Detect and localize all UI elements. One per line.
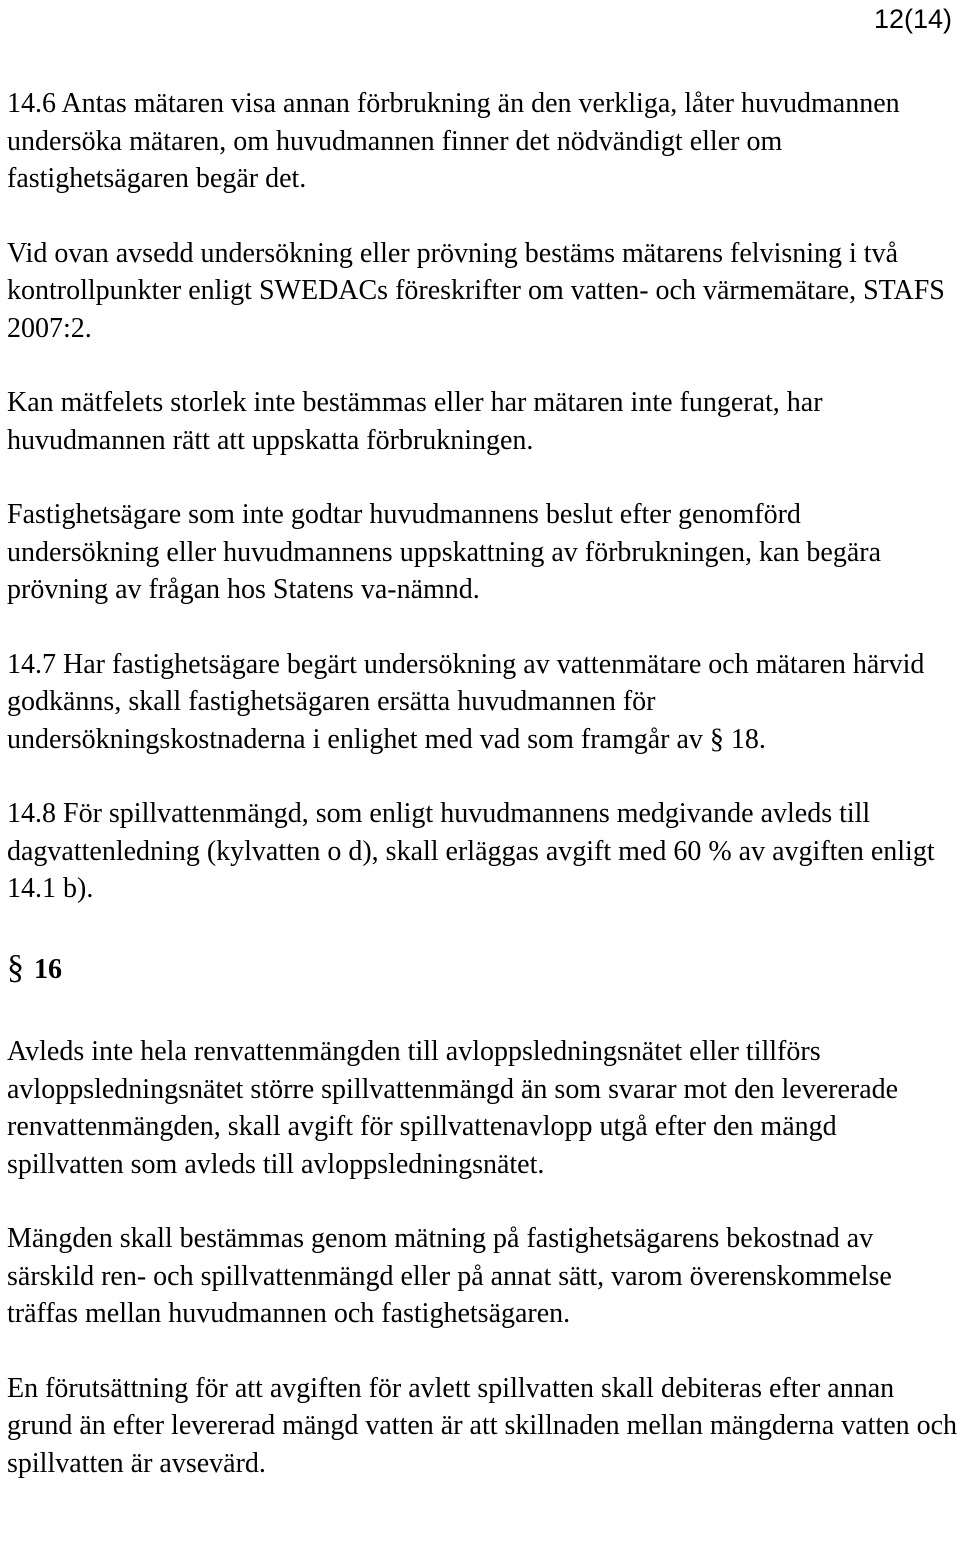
section-heading (7, 949, 960, 989)
document-body (7, 85, 960, 1519)
paragraph-forutsattning: En förutsättning för att avgiften för avlett spillvatten skall debiteras efter annan grund än efter levererad mängd vatten är att skillnaden mellan mängderna vatten och spillvatten är avsevärd. (7, 1372, 958, 1479)
paragraph-14-6: 14.6 Antas mätaren visa annan förbrukning än den verkliga, låter huvudmannen undersöka mätaren, om huvudmannen finner det nödvändigt eller om fastighetsägaren begär det. (7, 88, 900, 194)
paragraph-mangden: Mängden skall bestämmas genom mätning på fastighetsägarens bekostnad av särskild ren- och spillvattenmängd eller på annat sätt, varom överenskommelse träffas mellan huvudmannen och fastighetsägaren. (7, 1223, 892, 1329)
page-number: 12(14) (873, 4, 952, 34)
section-sign: § (7, 948, 24, 986)
section-number: 16 (34, 953, 62, 985)
paragraph-felvisning: Vid ovan avsedd undersökning eller prövning bestäms mätarens felvisning i två kontrollpunkter enligt SWEDACs föreskrifter om vatten- och värmemätare, STAFS 2007:2. (7, 237, 945, 344)
paragraph-14-7: 14.7 Har fastighetsägare begärt undersökning av vattenmätare och mätaren härvid godkänns, skall fastighetsägaren ersätta huvudmannen för undersökningskostnaderna i enlighet med vad som framgår av § 18. (7, 648, 925, 755)
paragraph-matfel: Kan mätfelets storlek inte bestämmas eller har mätaren inte fungerat, har huvudmannen rätt att uppskatta förbrukningen. (7, 387, 823, 456)
paragraph-avleds: Avleds inte hela renvattenmängden till avloppsledningsnätet eller tillförs avloppsledningsnätet större spillvattenmängd än som svarar mot den levererade renvattenmängden, skall avgift för spillvattenavlopp utgå efter den mängd spillvatten som avleds till avloppsledningsnätet. (7, 1036, 899, 1180)
paragraph-14-8: 14.8 För spillvattenmängd, som enligt huvudmannens medgivande avleds till dagvattenledning (kylvatten o d), skall erläggas avgift med 60 % av avgiften enligt 14.1 b). (7, 798, 935, 904)
paragraph-provning: Fastighetsägare som inte godtar huvudmannens beslut efter genomförd undersökning eller huvudmannens uppskattning av förbrukningen, kan begära prövning av frågan hos Statens va-nämnd. (7, 499, 882, 605)
